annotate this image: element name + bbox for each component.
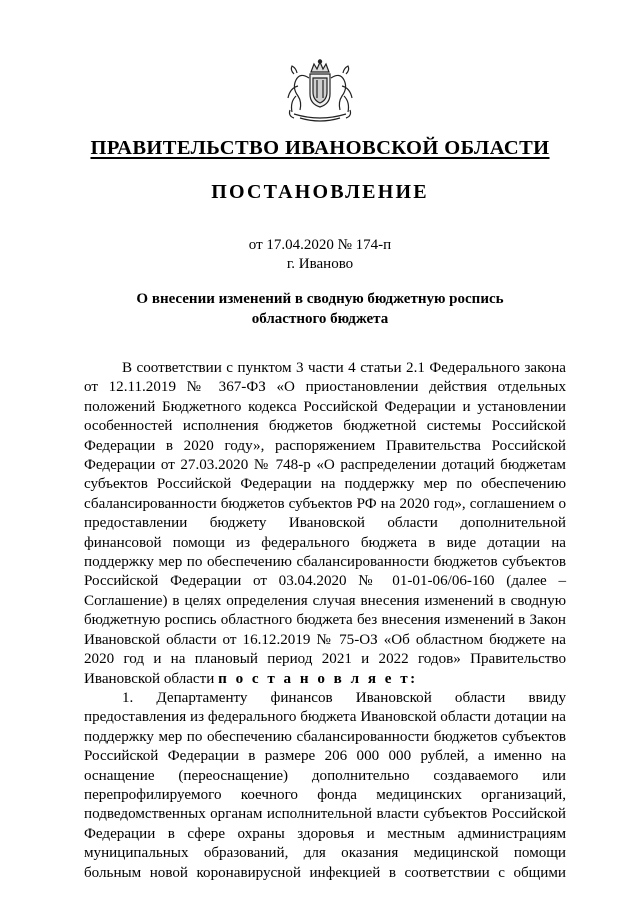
coat-of-arms-icon [280, 58, 360, 126]
subject-line-1: О внесении изменений в сводную бюджетную роспись [136, 291, 504, 307]
preamble-text: В соответствии с пунктом 3 части 4 статьи 2.1 Федерального закона от 12.11.2019 № 367-ФЗ «О приостановлении действия отдельных положений Бюджетного кодекса Российской Федерации и установлении особенностей исполнения бюджетов бюджетной системы Российской Федерации в 2020 году», распоряжением Правительства Российской Федерации от 27.03.2020 № 748-р «О распределении дотаций бюджетам субъектов Российской Федерации на поддержку мер по обеспечению сбалансированности бюджетов субъектов РФ на 2020 год», соглашением о предоставлении бюджету Ивановской области дополнительной финансовой помощи из федерального бюджета в виде дотации на поддержку мер по обеспечению сбалансированности бюджетов субъектов Российской Федерации от 03.04.2020 № 01-01-06/06-160 (далее – Соглашение) в целях определения случая внесения изменений в сводную бюджетную роспись областного бюджета без внесения изменений в Закон Ивановской области от 16.12.2019 № 75-ОЗ «Об областном бюджете на 2020 год и на плановый период 2021 и 2022 годов» Правительство Ивановской области [84, 360, 566, 687]
date-block [0, 236, 640, 274]
document-body [84, 359, 566, 883]
paragraph-preamble [84, 359, 566, 689]
paragraph-item-1: 1. Департаменту финансов Ивановской области ввиду предоставления из федерального бюджета Ивановской области дотации на поддержку мер по обеспечению сбалансированности бюджетов субъектов Российской Федерации в размере 206 000 000 рублей, а именно на оснащение (переоснащение) дополнительно создаваемого или перепрофилируемого коечного фонда медицинских организаций, подведомственных органам исполнительной власти субъектов Российской Федерации в сфере охраны здоровья и местным администрациям муниципальных образований, для оказания медицинской помощи больным новой коронавирусной инфекцией в соответствии с общими [84, 689, 566, 881]
city: г. Иваново [286, 256, 354, 272]
government-name: ПРАВИТЕЛЬСТВО ИВАНОВСКОЙ ОБЛАСТИ [90, 137, 550, 159]
decree-word: п о с т а н о в л я е т: [218, 670, 418, 687]
document-subject [0, 289, 640, 329]
date-number: от 17.04.2020 № 174-п [248, 237, 392, 253]
subject-line-2: областного бюджета [251, 311, 389, 327]
document-type: ПОСТАНОВЛЕНИЕ [211, 181, 429, 203]
